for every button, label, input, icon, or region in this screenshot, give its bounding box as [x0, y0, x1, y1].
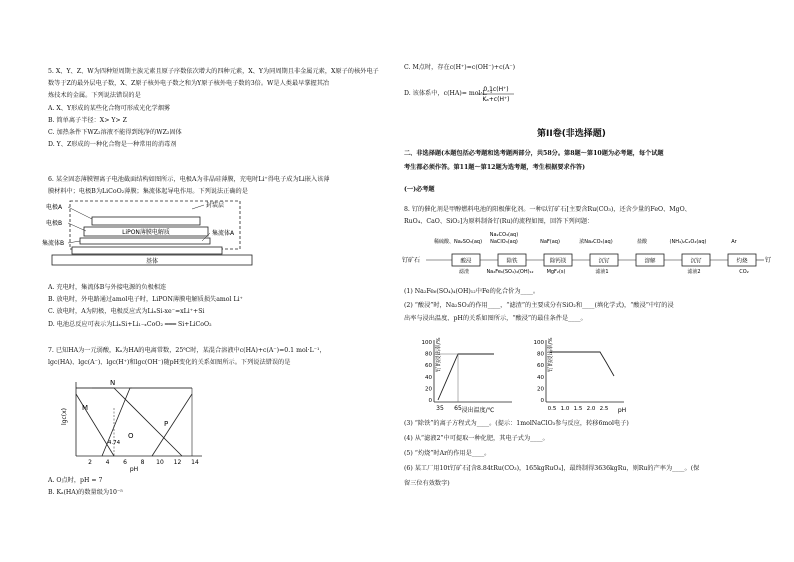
temp-graph-ytick: 100: [421, 340, 432, 346]
temp-graph-ytick: 20: [425, 386, 432, 393]
q6-option-line-1: B. 放电时，外电路通过amol电子时，LiPON薄膜电解质损失amol Li⁺: [48, 296, 243, 304]
battery-label-collector-b: 集流体B: [42, 240, 65, 247]
flow-box-label: 除钙镁: [549, 258, 567, 265]
graph-ylabel: lgc(x): [61, 407, 68, 425]
temp-graph-ytick: 80: [425, 351, 432, 358]
section-intro-line-0: 二、非选择题(本题包括必考题和选考题两部分，共58分。第8题～第10题为必考题，每个试题: [404, 150, 664, 157]
flow-reagent: NaClO₃(aq): [490, 239, 518, 245]
q6-option-line-0: A. 充电时，集流体B与外接电源的负极相连: [48, 284, 167, 291]
flow-box-label: 溶解: [644, 258, 656, 265]
battery-label-electrode-a: 电极A: [46, 204, 63, 211]
q6-line-1: 膜材料中；电极B为LiCoO₂薄膜；集流体起导电作用。下列说法正确的是: [48, 188, 248, 196]
temp-graph-ytick: 40: [425, 374, 432, 381]
ph-graph-xtick: 2.0: [586, 406, 596, 412]
battery-label-encapsulation: 封装层: [206, 202, 225, 209]
q7-option-line-1: B. Kₐ(HA)的数量级为10⁻⁵: [48, 489, 123, 497]
q5-line-2: 炼技术的金属。下列说法错误的是: [48, 92, 141, 100]
q6-option-line-2: C. 放电时，A为阴极，电极反应式为LiₓSi-xe⁻=xLi⁺+Si: [48, 308, 205, 316]
ph-graph: [52, 378, 212, 473]
ph-graph-xlabel: pH: [617, 407, 627, 414]
point-m-label: M: [82, 404, 89, 412]
q6-line-0: 6. 某全固态薄膜锂离子电池截面结构如图所示，电极A为非晶硅薄膜，充电时Li⁺得电子成为Li嵌入该薄: [48, 176, 330, 183]
ph-graph-ytick: 80: [537, 351, 544, 358]
ph-graph-xtick: 2.5: [599, 406, 609, 412]
flow-byproduct: 滤液2: [687, 269, 701, 274]
ph-graph-ytick: 40: [537, 374, 544, 381]
temp-graph-xlabel: 浸出温度/℃: [461, 407, 495, 414]
section-intro-line-1: 考生都必须作答。第11题～第12题为选考题，考生根据要求作答): [404, 164, 586, 171]
point-n-label: N: [110, 379, 116, 387]
flow-reagent: (NH₄)₂C₂O₄(aq): [669, 239, 707, 245]
q5-line-3: A. X、Y形成的某些化合物可形成光化学烟雾: [48, 104, 171, 112]
fraction-denominator: Kₐ+c(H⁺): [482, 96, 510, 103]
flow-reagent: Na₂CO₃(aq): [489, 232, 519, 238]
flow-reagent: 稀硫酸、Na₂SO₃(aq): [433, 239, 483, 245]
flow-byproduct: 滤液1: [595, 269, 609, 274]
temp-graph-xtick: 35: [436, 405, 444, 412]
q7-option-right-line-1: D. 该体系中，c(HA)= mol·L⁻¹: [404, 90, 493, 97]
flow-box-label: 沉钌: [690, 258, 702, 265]
battery-electrolyte-label: LiPON薄膜电解质: [122, 229, 170, 236]
flow-reagent: 浓Na₂CO₃(aq): [579, 239, 613, 245]
q7-line-0: 7. 已知HA为一元弱酸，Kₐ为HA的电离常数，25℃时，某混合溶液中c(HA)+c(A⁻)=0.1 mol·L⁻¹，: [48, 347, 326, 354]
fraction-numerator: 0.1c(H⁺): [483, 86, 509, 93]
q8-part-line-0: (1) Na₂Fe₆(SO₄)₄(OH)₁₂中Fe的化合价为____。: [404, 288, 540, 295]
q6-option-line-3: D. 电池总反应可表示为LiₓSi+Li₁₋ₓCoO₂ ═══ Si+LiCoO₂: [48, 320, 212, 328]
flow-byproduct: MgF₂(s): [546, 269, 566, 274]
graph-xtick: 6: [123, 459, 127, 466]
graph-xtick: 12: [173, 459, 182, 466]
q8-part-b-line-0: (3) “除铁”的离子方程式为____。(提示：1molNaClO₃参与反应，转移6mol电子): [404, 420, 629, 427]
temp-graph-ytick: 0: [428, 398, 432, 404]
q8-intro-line-1: RuO₄、CaO、SiO₂]为原料制备钌(Ru)的流程如图，回答下列问题：: [404, 218, 594, 226]
battery-diagram: [42, 197, 262, 277]
ph-leach-graph: [520, 336, 630, 414]
temp-graph-ytick: 60: [425, 363, 432, 370]
flow-box-label: 酸浸: [460, 258, 472, 265]
ph-graph-xtick: 1.5: [573, 406, 583, 412]
flow-box-label: 除铁: [506, 258, 518, 265]
temp-graph-ylabel: 钌的浸出率/%: [436, 337, 442, 372]
q5-line-5: C. 加热条件下WZ₂溶液不能得到纯净的WZ₂固体: [48, 129, 182, 136]
temp-graph-xtick: 65: [454, 405, 462, 412]
graph-xtick: 8: [140, 459, 145, 466]
q5-line-4: B. 简单离子半径：X> Y> Z: [48, 116, 127, 124]
q8-part-b-line-2: (5) “灼烧”时Ar的作用是____。: [404, 450, 491, 457]
graph-xtick: 10: [156, 459, 164, 466]
q5-line-6: D. Y、Z形成的一种化合物是一种常用的消毒剂: [48, 141, 177, 149]
q8-part-b-line-4: 留三位有效数字): [404, 480, 450, 487]
graph-xlabel: pH: [129, 466, 139, 473]
ph-graph-ytick: 100: [533, 340, 544, 346]
flow-end: 钌: [765, 257, 772, 264]
battery-base-label: 基体: [145, 258, 159, 265]
flow-chart: [400, 228, 772, 274]
graph-xtick: 14: [191, 459, 199, 466]
required-label: (一)必考题: [404, 186, 435, 193]
point-p-label: P: [164, 420, 169, 428]
graph-annotation: 4.74: [107, 440, 121, 446]
ph-graph-ytick: 0: [540, 398, 544, 404]
q8-part-line-1: (2) “酸浸”时，Na₂SO₃的作用____，“滤渣”的主要成分有SiO₂和____(填化学式)，“酸浸”中钌的浸: [404, 301, 674, 309]
q7-option-right-line-0: C. M点时，存在c(H⁺)=c(OH⁻)+c(A⁻): [404, 64, 516, 71]
ph-graph-ylabel: 钌的浸出率/%: [548, 337, 554, 372]
battery-label-collector-a: 集流体A: [212, 230, 235, 237]
temperature-graph: [408, 336, 518, 414]
ph-graph-xtick: 1.0: [560, 406, 570, 412]
section-title: 第II卷(非选择题): [537, 129, 606, 139]
flow-byproduct: 滤渣: [458, 269, 470, 274]
ph-graph-xtick: 0.5: [547, 406, 557, 412]
q5-line-1: 数等于Z的最外层电子数，X、Z原子核外电子数之和为Y原子核外电子数的3倍。W是人类最早掌握其冶: [48, 80, 330, 88]
q7-line-1: lgc(HA)、lgc(A⁻)、lgc(H⁺)和lgc(OH⁻)随pH变化的关系如图所示。下列说法错误的是: [48, 359, 291, 367]
flow-start: 钌矿石: [402, 257, 421, 264]
flow-box-label: 沉钌: [598, 258, 610, 265]
flow-reagent: Ar: [731, 239, 737, 245]
point-o-label: O: [128, 432, 134, 440]
ph-graph-ytick: 20: [537, 386, 544, 393]
flow-byproduct: CO₂: [739, 269, 749, 274]
battery-label-electrode-b: 电极B: [46, 220, 63, 227]
q5-line-0: 5. X、Y、Z、W为四种短周期主族元素且原子序数依次增大的四种元素，X、Y为同周期且非金属元素，X原子的核外电子: [48, 68, 379, 75]
q8-part-b-line-1: (4) 从“滤液2”中可提取一种化肥，其电子式为____。: [404, 435, 549, 442]
q7-option-line-0: A. O点时，pH = 7: [48, 477, 103, 484]
flow-byproduct: Na₂Fe₆(SO₄)₄(OH)₁₂: [486, 269, 534, 274]
q8-intro-line-0: 8. 钌的催化剂是甲醇燃料电池的阳极催化剂。一种以钌矿石[主要含Ru(CO₃)，还含少量的FeO、MgO、: [404, 206, 691, 213]
q8-part-line-2: 出率与浸出温度、pH的关系如图所示，“酸浸”的最佳条件是____。: [404, 315, 587, 322]
flow-box-label: 灼烧: [736, 258, 748, 265]
graph-xtick: 2: [88, 459, 92, 466]
q8-part-b-line-3: (6) 某工厂用10t钌矿石[含8.84tRu(CO₃)，165kgRuO₄]，最终制得3636kgRu，则Ru的产率为____。(保: [404, 465, 700, 472]
fraction-expression: [476, 84, 516, 104]
flow-reagent: NaF(aq): [540, 239, 560, 245]
ph-graph-ytick: 60: [537, 363, 544, 370]
flow-reagent: 盐酸: [636, 239, 648, 245]
graph-xtick: 4: [105, 459, 110, 466]
